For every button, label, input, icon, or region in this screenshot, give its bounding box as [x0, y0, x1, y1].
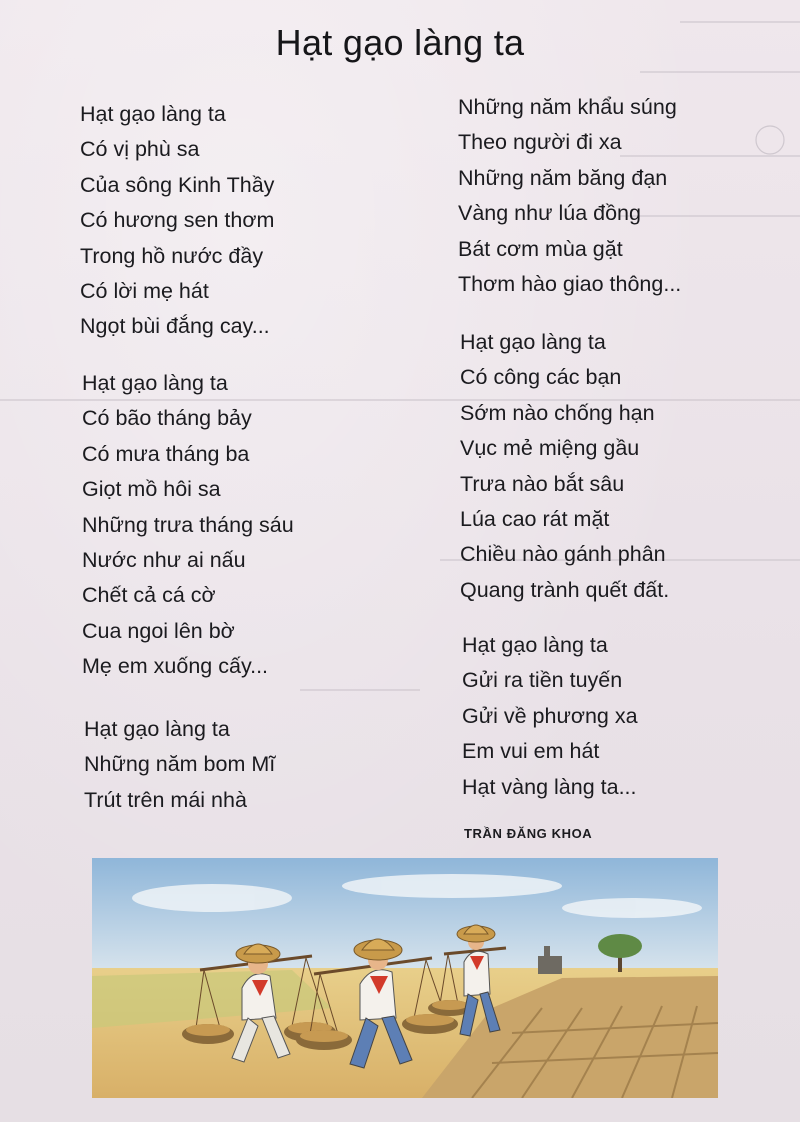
poem-line: Gửi về phương xa [462, 703, 638, 728]
farm-illustration [92, 858, 718, 1098]
poem-line: Vục mẻ miệng gầu [460, 436, 640, 461]
poem-line: Hạt gạo làng ta [462, 633, 608, 657]
poem-line: Ngọt bùi đắng cay... [80, 314, 270, 339]
poem-line: Có bão tháng bảy [82, 406, 252, 431]
poem-line: Có mưa tháng ba [82, 441, 250, 466]
poem-line: Thơm hào giao thông... [458, 271, 682, 296]
stanza-2 [82, 366, 294, 685]
stanza-3 [84, 712, 275, 818]
poem-line: Có hương sen thơm [80, 208, 275, 233]
stanza-4 [458, 90, 681, 302]
poem-line: Những trưa tháng sáu [82, 512, 294, 537]
poem-line: Theo người đi xa [458, 130, 622, 155]
poem-line: Bát cơm mùa gặt [458, 236, 623, 261]
poem-line: Hạt gạo làng ta [80, 102, 226, 126]
poem-title: Hạt gạo làng ta [275, 22, 525, 63]
poem-line: Vàng như lúa đồng [458, 201, 641, 226]
poem-line: Lúa cao rát mặt [460, 506, 610, 531]
poem-line: Hạt vàng làng ta... [462, 774, 637, 799]
stanza-1 [80, 97, 274, 345]
poem-line: Nước như ai nấu [82, 547, 246, 572]
poem-line: Quang trành quết đất. [460, 577, 670, 602]
poem-line: Mẹ em xuống cấy... [82, 654, 269, 679]
stanza-5 [460, 325, 669, 608]
poem-line: Cua ngoi lên bờ [82, 618, 235, 643]
poem-line: Gửi ra tiền tuyến [462, 668, 623, 693]
poem-line: Trưa nào bắt sâu [460, 471, 625, 496]
poem-line: Có công các bạn [460, 365, 622, 390]
poem-line: Hạt gạo làng ta [82, 371, 228, 395]
poem-author: TRẦN ĐĂNG KHOA [464, 826, 593, 841]
poem-line: Có vị phù sa [80, 137, 200, 162]
poem-line: Có lời mẹ hát [80, 278, 209, 303]
poem-line: Trút trên mái nhà [84, 787, 247, 812]
poem-line: Em vui em hát [462, 739, 600, 764]
poem-line: Giọt mồ hôi sa [82, 477, 221, 502]
poem-line: Những năm băng đạn [458, 165, 668, 190]
poem-line: Của sông Kinh Thầy [80, 172, 275, 197]
poem-line: Chiều nào gánh phân [460, 542, 666, 567]
poem-line: Những năm khẩu súng [458, 95, 677, 119]
poem-line: Chết cả cá cờ [82, 583, 216, 608]
stanza-6 [462, 628, 638, 805]
poem-line: Hạt gạo làng ta [84, 717, 230, 741]
poem-line: Những năm bom Mĩ [84, 752, 276, 777]
poem-line: Hạt gạo làng ta [460, 330, 606, 354]
poem-line: Sớm nào chống hạn [460, 400, 655, 425]
poem-line: Trong hồ nước đầy [80, 243, 264, 268]
